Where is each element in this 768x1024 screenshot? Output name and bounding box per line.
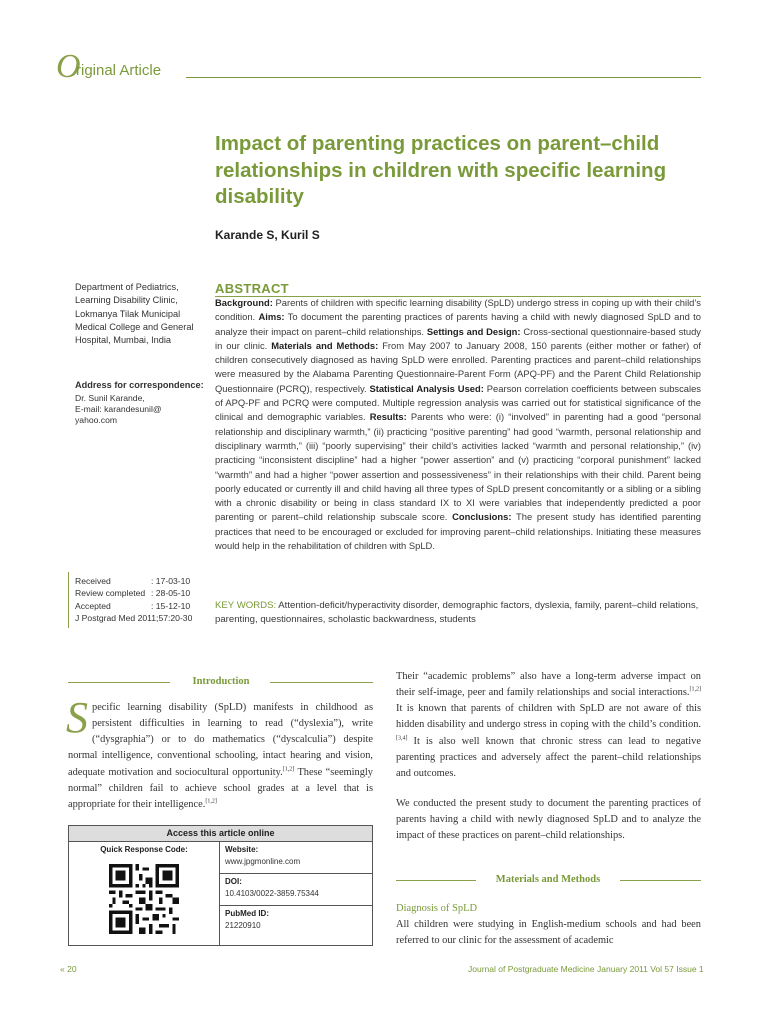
access-details — [220, 842, 372, 938]
abstract-background-label: Background: — [215, 297, 273, 308]
correspondence-heading: Address for correspondence: — [75, 380, 204, 390]
authors: Karande S, Kuril S — [215, 228, 320, 242]
abstract-methods: From May 2007 to January 2008, 150 parents (either mother or father) of children consecutively diagnosed as having SpLD were enrolled. Parenting practices and parent–child relationships were measured by the Alabama Parenting Questionnaire-Parent Form (APQ-PF) and the Parent Child Relationship Questionnaire (PCRQ), respectively. — [215, 339, 702, 394]
abstract-results-label: Results: — [369, 411, 407, 423]
pubmed-value[interactable]: 21220910 — [225, 921, 261, 930]
journal-footer: Journal of Postgraduate Medicine January 2011 Vol 57 Issue 1 — [468, 964, 704, 974]
date-label: Accepted — [75, 600, 111, 611]
abstract-conclusions: The present study has identified parenting practices that need to be encouraged or excluded for improving parent–child relationships. Initiating these measures would help in the rehabilitation of children with SpLD. — [215, 511, 701, 552]
header-rule — [186, 77, 701, 78]
drop-cap: S — [66, 693, 88, 742]
right-column-paragraph-2: We conducted the present study to document the parenting practices of parents having a child with newly diagnosed SpLD and to analyze the impact of these practices on parent–child relationships. — [396, 798, 701, 842]
intro-paragraph — [66, 693, 374, 813]
pubmed-cell — [220, 906, 372, 938]
abstract-aims-label: Aims: — [258, 311, 285, 323]
intro-text-1: pecific learning disability (SpLD) manifests in childhood as persistent difficulties in learning to read (“dyslexia”), write (“dysgraphia”) or to do mathematics (“dyscalculia”) despite normal intelligence, conventional schooling, intact hearing and vision, adequate motivation and sociocultural opportunity. — [68, 702, 373, 778]
doi-label: DOI: — [225, 877, 242, 886]
citation-ref: [1,2] — [205, 798, 217, 805]
abstract-heading: ABSTRACT — [215, 281, 289, 296]
correspondence-email-2: yahoo.com — [75, 415, 118, 426]
affiliation: Department of Pediatrics, Learning Disability Clinic, Lokmanya Tilak Municipal Medical College and General Hospital, Mumbai, India — [75, 282, 194, 345]
citation-ref: [1,2] — [282, 766, 295, 773]
date-row — [75, 575, 190, 587]
date-value: : 28-05-10 — [151, 588, 191, 599]
mm-heading: Materials and Methods — [495, 874, 601, 885]
pubmed-label: PubMed ID: — [225, 909, 269, 918]
citation-ref: [3,4] — [396, 735, 408, 742]
citation: J Postgrad Med 2011;57:20-30 — [75, 613, 193, 624]
subheading: Diagnosis of SpLD — [396, 903, 478, 914]
access-box-heading: Access this article online — [69, 826, 372, 842]
right-text-1: Their “academic problems” also have a long-term adverse impact on their self-image, peer and family relationships and social interactions. — [396, 671, 701, 699]
article-title: Impact of parenting practices on parent–child relationships in children with specific learning disability — [215, 132, 667, 209]
abstract-stats-label: Statistical Analysis Used: — [369, 382, 484, 394]
website-label: Website: — [225, 845, 259, 854]
intro-rule-left — [68, 682, 170, 683]
right-text-3: It is also well known that chronic stress can lead to negative parenting practices and adversely affect the parent–child relationships and outcomes. — [396, 735, 701, 779]
intro-heading: Introduction — [192, 676, 250, 687]
qr-panel — [69, 842, 220, 945]
abstract-methods-label: Materials and Methods: — [271, 339, 379, 351]
qr-label: Quick Response Code: — [100, 845, 188, 854]
doi-value[interactable]: 10.4103/0022-3859.75344 — [225, 889, 319, 898]
date-value: : 17-03-10 — [151, 576, 191, 586]
abstract-aims: To document the parenting practices of parents having a child with newly diagnosed SpLD and to analyze their impact on parent–child relationships. — [215, 311, 701, 337]
header-initial: O — [56, 48, 81, 85]
correspondence-name: Dr. Sunil Karande, — [75, 393, 145, 403]
date-row — [75, 587, 190, 599]
keywords — [215, 599, 701, 628]
citation-ref: [1,2] — [689, 686, 701, 693]
website-link[interactable]: www.jpgmonline.com — [225, 857, 301, 866]
right-column-paragraph-3: All children were studying in English-medium schools and had been referred to our clinic for the assessment of academic — [396, 919, 701, 947]
intro-rule-right — [270, 682, 373, 683]
date-label: Review completed — [75, 588, 146, 599]
date-value: : 15-12-10 — [151, 600, 191, 611]
abstract-conclusions-label: Conclusions: — [452, 511, 512, 523]
abstract-settings-label: Settings and Design: — [426, 325, 521, 337]
header-label: riginal Article — [76, 62, 162, 79]
mm-rule-left — [396, 880, 476, 881]
qr-code-icon[interactable] — [109, 864, 179, 934]
mm-rule-right — [620, 880, 701, 881]
page-number: « 20 — [60, 964, 77, 974]
intro-text-2: These “seemingly normal” children fail to achieve school grades at a level that is appropriate for their intelligence. — [68, 766, 374, 810]
correspondence-email-1: E-mail: karandesunil@ — [75, 404, 162, 415]
website-cell — [220, 842, 372, 874]
right-text-2: It is known that parents of children with SpLD are not aware of this hidden disability and undergo stress in coping with the child’s condition. — [396, 703, 701, 731]
doi-cell — [220, 874, 372, 906]
article-dates — [75, 575, 192, 625]
right-column-paragraph-1 — [396, 669, 701, 782]
correspondence-details — [75, 393, 210, 427]
date-label: Received — [75, 576, 111, 586]
keywords-label: KEY WORDS: — [215, 600, 277, 611]
abstract-settings: Cross-sectional questionnaire-based study in our clinic. — [215, 325, 701, 351]
keywords-text: Attention-deficit/hyperactivity disorder, demographic factors, dyslexia, family, parent–child relations, parenting, questionnaires, scholastic backwardness, students — [215, 600, 699, 626]
abstract-stats: Pearson correlation coefficients between subscales of APQ-PF and PCRQ were computed. Multiple regression analysis was carried out for statistical significance of the clinical and demographic variables. — [215, 382, 701, 423]
date-row — [75, 600, 190, 612]
dates-rule — [68, 572, 69, 628]
abstract-body — [215, 296, 701, 553]
access-box — [68, 825, 373, 946]
abstract-background: Parents of children with specific learning disability (SpLD) undergo stress in coping up with their child’s condition. — [215, 297, 701, 323]
abstract-results: Parents who were: (i) “involved” in parenting had a good “personal relationship and disciplinary warmth,” (ii) practicing “positive parenting” had good “warmth, personal relationship and disciplinary warmth,” (iii) “poorly supervising” their child’s activities lacked “warmth and personal relationship,” (iv) practicing “inconsistent discipline” had a higher “power assertion” and (v) practicing “corporal punishment” lacked “warmth” and had a higher “power assertion and possessiveness” in their relationships with their child. Parent being poorly educated or currently ill and child having all three types of SpLD present concomitantly or a sibling or a sibling with a chronic disability or being in class standard IX to XI were variables that independently predicted a poor parenting or parent–child relationship subscale score. — [215, 411, 701, 523]
